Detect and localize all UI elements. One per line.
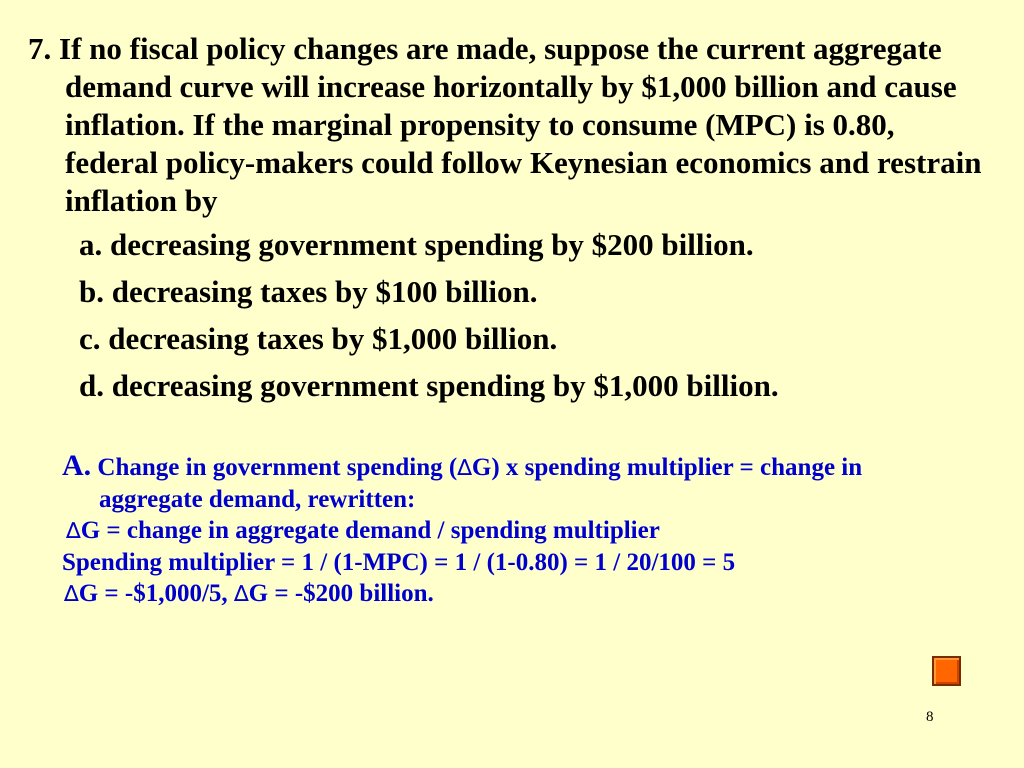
question-text: 7. If no fiscal policy changes are made, suppose the current aggregate demand curve will increase horizontally by $1,000 billion and cause inflation. If the marginal propensity to consume (MPC) is 0.80, federal policy-makers could follow Keynesian economics and restrain inflation by (28, 31, 982, 218)
answer-line-4-part1: G = -$1,000/5, (78, 580, 234, 607)
delta-symbol: ∆ (457, 456, 472, 481)
answer-line-4-part2: G = -$200 billion. (248, 580, 434, 607)
answer-letter: A. (62, 449, 92, 482)
answer-line-3: Spending multiplier = 1 / (1-MPC) = 1 / (1-0.80) = 1 / 20/100 = 5 (62, 549, 736, 576)
answer-line-2-text: G = change in aggregate demand / spending multiplier (80, 517, 660, 544)
answer-line-2 (62, 515, 972, 547)
page-number: 8 (926, 709, 934, 725)
answer-line-1-post: G) x spending multiplier = change in aggregate demand, rewritten: (99, 454, 863, 513)
answer-line-1-pre: Change in government spending ( (91, 454, 458, 481)
answer-line-1 (62, 450, 972, 515)
delta-symbol: ∆ (66, 519, 81, 544)
answer-block (62, 450, 972, 610)
choice-c: c. decreasing taxes by $1,000 billion. (79, 321, 558, 356)
choice-a: a. decreasing government spending by $200 billion. (79, 227, 754, 262)
choices-list (28, 221, 988, 409)
choice-d: d. decreasing government spending by $1,000 billion. (79, 368, 779, 403)
delta-symbol: ∆ (233, 582, 249, 607)
question-block (28, 30, 988, 409)
delta-symbol: ∆ (64, 582, 79, 607)
nav-square-button[interactable] (932, 656, 961, 686)
answer-line-4 (62, 578, 972, 610)
choice-b: b. decreasing taxes by $100 billion. (79, 274, 538, 309)
